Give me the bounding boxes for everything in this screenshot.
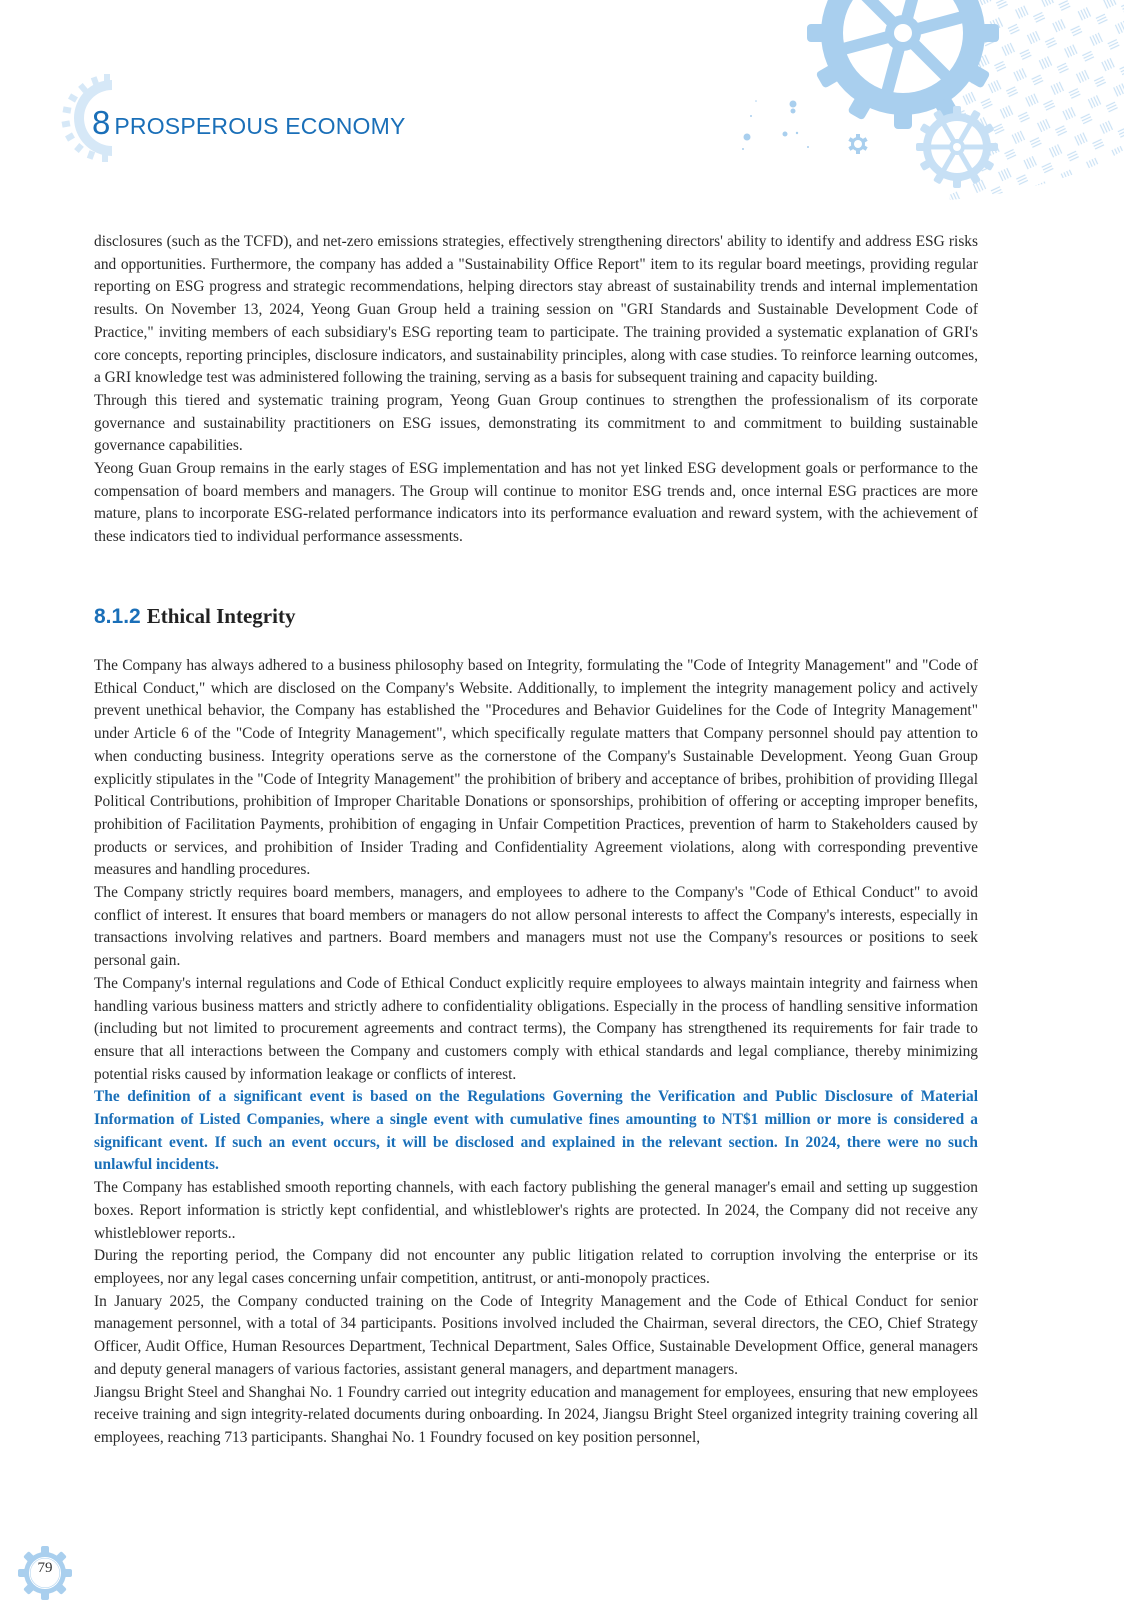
paragraph: The Company has always adhered to a business philosophy based on Integrity, formulating the "Code of Integrity Management" and "Code of Ethical Conduct," which are disclosed on the Company's Website. Additionally, to implement the integrity management policy and actively prevent unethical behavior, the Company has established the "Procedures and Behavior Guidelines for the Code of Integrity Management" under Article 6 of the "Code of Integrity Management", which specifically regulate matters that Company personnel should pay attention to when conducting business. Integrity operations serve as the cornerstone of the Company's Sustainable Development. Yeong Guan Group explicitly stipulates in the "Code of Integrity Management" the prohibition of bribery and acceptance of bribes, prohibition of providing Illegal Political Contributions, prohibition of Improper Charitable Donations or sponsorships, prohibition of offering or accepting improper benefits, prohibition of Facilitation Payments, prohibition of engaging in Unfair Competition Practices, prevention of harm to Stakeholders caused by products or services, and prohibition of Insider Trading and Confidentiality Agreement violations, along with corresponding preventive measures and handling procedures. [94, 657, 978, 879]
paragraph: disclosures (such as the TCFD), and net-zero emissions strategies, effectively strengthening directors' ability to identify and address ESG risks and opportunities. Furthermore, the company has added a "Sustainability Office Report" item to its regular board meetings, providing regular reporting on ESG progress and strategic recommendations, helping directors stay abreast of sustainability trends and internal implementation results. On November 13, 2024, Yeong Guan Group held a training session on "GRI Standards and Sustainable Development Code of Practice," inviting members of each subsidiary's ESG reporting team to participate. The training provided a systematic explanation of GRI's core concepts, reporting principles, disclosure indicators, and sustainability principles, along with case studies. To reinforce learning outcomes, a GRI knowledge test was administered following the training, serving as a basis for subsequent training and capacity building. [94, 233, 978, 387]
paragraph: Through this tiered and systematic training program, Yeong Guan Group continues to strengthen the professionalism of its corporate governance and sustainability practitioners on ESG issues, demonstrating its commitment to and commitment to building sustainable governance capabilities. [94, 391, 978, 455]
section-heading [94, 604, 295, 629]
paragraph: In January 2025, the Company conducted training on the Code of Integrity Management and the Code of Ethical Conduct for senior management personnel, with a total of 34 participants. Positions involved included the Chairman, several directors, the CEO, Chief Strategy Officer, Audit Office, Human Resources Department, Technical Department, Sales Office, Sustainable Development Office, general managers and deputy general managers of various factories, assistant general managers, and department managers. [94, 1292, 978, 1378]
intro-text-block [94, 231, 978, 549]
decorative-dots [742, 100, 809, 150]
paragraph: The Company's internal regulations and Code of Ethical Conduct explicitly require employees to always maintain integrity and fairness when handling various business matters and strictly adhere to confidentiality obligations. Especially in the process of handling sensitive information (including but not limited to procurement agreements and contract terms), the Company has strengthened its requirements for fair trade to ensure that all interactions between the Company and customers comply with ethical standards and legal compliance, thereby minimizing potential risks caused by information leakage or conflicts of interest. [94, 974, 978, 1083]
paragraph: Yeong Guan Group remains in the early stages of ESG implementation and has not yet linked ESG development goals or performance to the compensation of board members and managers. The Group will continue to monitor ESG trends and, once internal ESG practices are more mature, plans to incorporate ESG-related performance indicators into its performance evaluation and reward system, with the achievement of these indicators tied to individual performance assessments. [94, 460, 978, 546]
page-number: 79 [37, 1560, 53, 1576]
paragraph: Jiangsu Bright Steel and Shanghai No. 1 Foundry carried out integrity education and management for employees, ensuring that new employees receive training and sign integrity-related documents during onboarding. In 2024, Jiangsu Bright Steel organized integrity training covering all employees, reaching 713 participants. Shanghai No. 1 Foundry focused on key position personnel, [94, 1383, 978, 1446]
paragraph: During the reporting period, the Company did not encounter any public litigation related to corruption involving the enterprise or its employees, nor any legal cases concerning unfair competition, antitrust, or anti-monopoly practices. [94, 1247, 978, 1287]
section-title: Ethical Integrity [146, 604, 296, 628]
chapter-number: 8 [92, 104, 111, 141]
section-number: 8.1.2 [94, 605, 141, 628]
page-number-badge [18, 1546, 72, 1600]
paragraph: The Company strictly requires board members, managers, and employees to adhere to the Company's "Code of Ethical Conduct" to avoid conflict of interest. It ensures that board members or managers do not allow personal interests to affect the Company's interests, especially in transactions involving relatives and partners. Board members and managers must not use the Company's resources or positions to seek personal gain. [94, 884, 978, 970]
tiny-gear-icon [848, 134, 867, 154]
section-text-block [94, 655, 978, 1450]
chapter-title [92, 104, 406, 142]
highlight-paragraph: The definition of a significant event is based on the Regulations Governing the Verification and Public Disclosure of Material Information of Listed Companies, where a single event with cumulative fines amounting to NT$1 million or more is considered a significant event. If such an event occurs, it will be disclosed and explained in the relevant section. In 2024, there were no such unlawful incidents. [94, 1088, 978, 1174]
decorative-gears [700, 0, 1124, 200]
paragraph: The Company has established smooth reporting channels, with each factory publishing the general manager's email and setting up suggestion boxes. Report information is strictly kept confidential, and whistleblower's rights are protected. In 2024, the Company did not receive any whistleblower reports.. [94, 1179, 978, 1242]
chapter-name: PROSPEROUS ECONOMY [114, 113, 406, 139]
